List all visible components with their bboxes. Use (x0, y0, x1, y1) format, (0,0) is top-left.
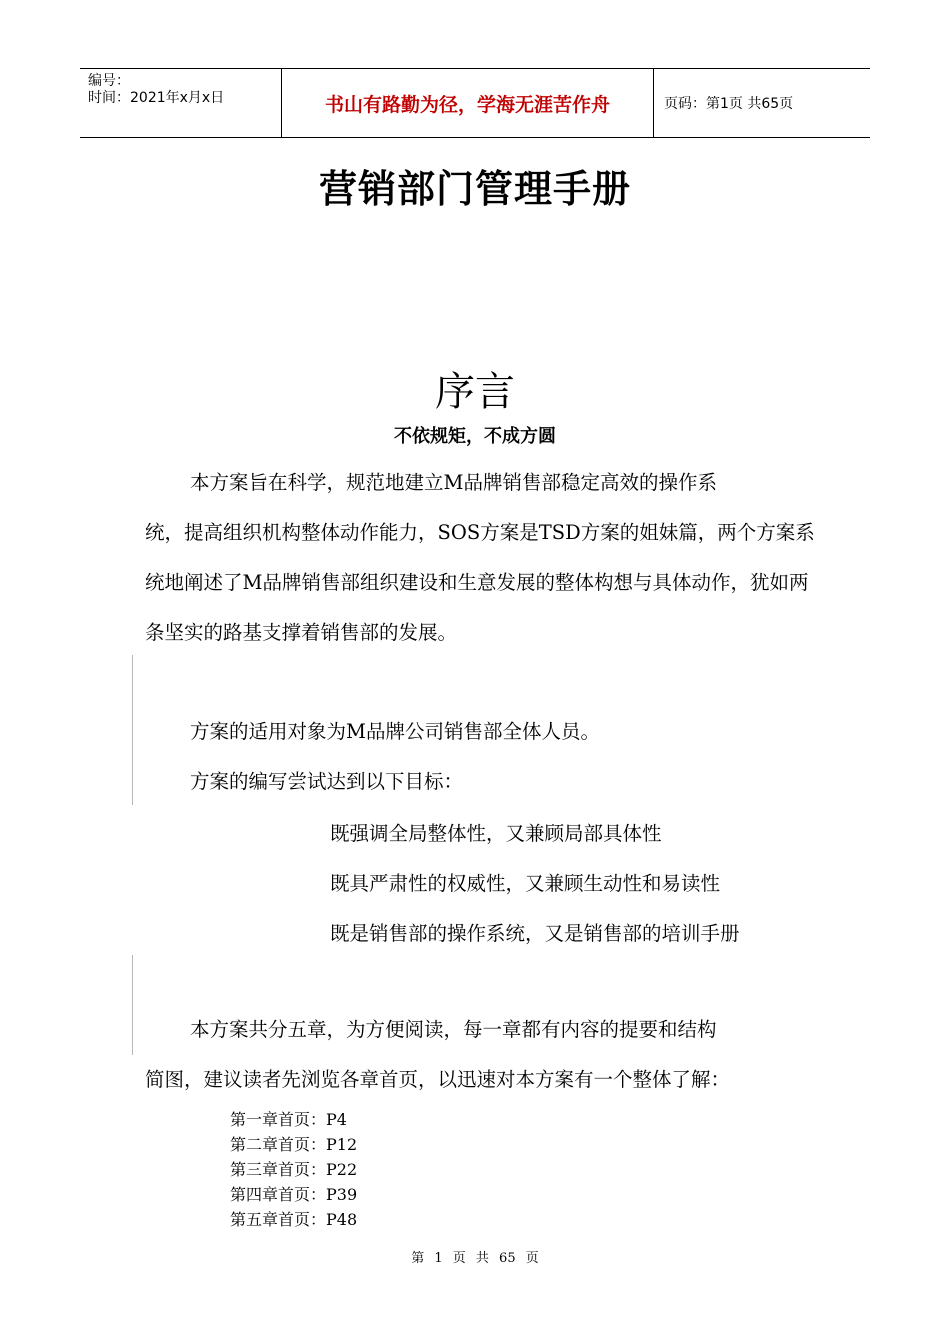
chapter-index-item: 第五章首页：P48 (230, 1210, 358, 1229)
chapter-index-item: 第四章首页：P39 (230, 1185, 358, 1204)
page-header (80, 68, 870, 138)
chapter-index-item: 第一章首页：P4 (230, 1110, 347, 1129)
preface-subtitle: 不依规矩，不成方圆 (394, 426, 556, 447)
chapter-index-item: 第三章首页：P22 (230, 1160, 358, 1179)
paragraph-2: 方案的适用对象为M品牌公司销售部全体人员。 (190, 720, 600, 743)
header-page-label: 页码：第1页 共65页 (664, 96, 794, 112)
paragraph-4-rest: 简图，建议读者先浏览各章首页，以迅速对本方案有一个整体了解： (145, 1068, 731, 1091)
header-motto: 书山有路勤为径，学海无涯苦作舟 (282, 69, 654, 137)
goal-item: 既具严肃性的权威性，又兼顾生动性和易读性 (330, 872, 721, 895)
document-title: 营销部门管理手册 (318, 167, 631, 211)
margin-change-bar (132, 955, 133, 1055)
margin-change-bar (132, 655, 133, 805)
header-time-label: 时间：2021年x月x日 (88, 90, 225, 106)
goal-item: 既强调全局整体性，又兼顾局部具体性 (330, 822, 662, 845)
goal-item: 既是销售部的操作系统，又是销售部的培训手册 (330, 922, 740, 945)
paragraph-3: 方案的编写尝试达到以下目标： (190, 770, 464, 793)
header-number-label: 编号： (88, 73, 130, 89)
paragraph-1-first-line: 本方案旨在科学，规范地建立M品牌销售部稳定高效的操作系 (190, 471, 717, 494)
page-footer: 第 1 页 共 65 页 (411, 1251, 539, 1266)
chapter-index-item: 第二章首页：P12 (230, 1135, 358, 1154)
preface-title: 序言 (435, 369, 515, 415)
paragraph-1-rest: 统，提高组织机构整体动作能力，SOS方案是TSD方案的姐妹篇，两个方案系统地阐述了M品牌销售部组织建设和生意发展的整体构想与具体动作，犹如两条坚实的路基支撑着销售部的发展。 (145, 521, 815, 644)
header-meta-cell (80, 69, 282, 137)
paragraph-4-first-line: 本方案共分五章，为方便阅读，每一章都有内容的提要和结构 (190, 1018, 717, 1041)
